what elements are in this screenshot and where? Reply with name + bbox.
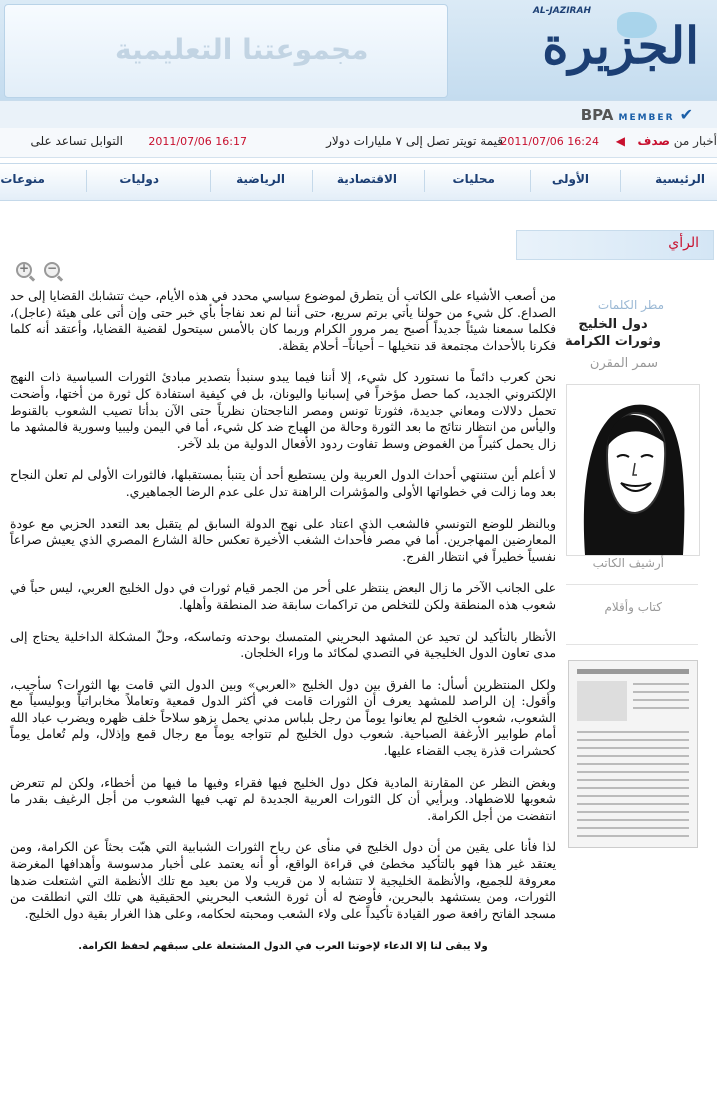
zoom-in-icon[interactable]: + — [16, 262, 32, 278]
ticker-item-text[interactable]: قيمة تويتر تصل إلى ٧ مليارات دولار — [326, 134, 503, 148]
column-name: مطر الكلمات — [597, 298, 664, 312]
section-header — [516, 230, 714, 260]
education-banner[interactable] — [4, 4, 448, 98]
arrow-left-icon: ◀ — [615, 134, 625, 148]
article-title: دول الخليج وثورات الكرامة — [564, 317, 661, 349]
bpa-member-text: MEMBER — [618, 113, 675, 123]
bpa-member-badge — [581, 105, 693, 124]
nav-item-international[interactable]: دوليات — [119, 172, 159, 186]
author-photo — [566, 384, 700, 556]
nav-divider — [86, 170, 87, 192]
ticker-item-date: 2011/07/06 16:17 — [148, 135, 247, 148]
nav-item-home[interactable]: الرئيسية — [655, 172, 705, 186]
nav-item-economy[interactable]: الاقتصادية — [336, 172, 397, 186]
ticker-item-date: 2011/07/06 16:24 — [500, 135, 599, 148]
section-title: الرأي — [668, 235, 699, 251]
author-sidebar — [566, 294, 698, 849]
newspaper-page-thumbnail[interactable] — [568, 660, 698, 848]
article-paragraph: لذا فأنا على يقين من أن دول الخليج في منأى عن رياح الثورات الشبابية التي هبّت بحثاً عن الكرامة، ومن يعتقد غير هذا فهو بالتأكيد مخطئ في قراءة الواقع، أو أنه يعتمد على أخبار مدسوسة وأهدافها المغرضة معروفة للجميع، والأنظمة الخليجية لا تتشابه لا من قريب ولا من بعيد مع تلك الأنظمة التي اشتعلت ضدها الثورات، ومن يستشهد بالبحرين، فأوضح له أن ثورة الشعب البحريني الحقيقية هي تلك التي انطلقت من مسجد الفاتح رافعة صور القيادة تأكيداً على ولاء الشعب ومحبته لحكامه، وعلى هذا الغرار بقية دول الخليج. — [10, 840, 556, 921]
check-icon: ✔ — [679, 105, 693, 124]
nav-item-local[interactable]: محليات — [452, 172, 495, 186]
ticker-source-prefix: أخبار من — [673, 134, 717, 148]
site-header — [0, 0, 717, 100]
nav-divider — [210, 170, 211, 192]
ticker-item-text[interactable]: التوابل تساعد على — [30, 134, 123, 148]
writers-link[interactable]: كتاب وأقلام — [604, 600, 662, 614]
closing-note: ولا يبقى لنا إلا الدعاء لإخوتنا العرب في الدول المشتعلة على سبقهم لحفظ الكرامة. — [78, 941, 488, 952]
author-archive-link[interactable]: أرشيف الكاتب — [592, 556, 664, 570]
author-portrait-icon — [567, 385, 699, 555]
bpa-bar — [0, 100, 717, 129]
logo-english: AL-JAZIRAH — [532, 6, 591, 16]
article-paragraph: الأنظار بالتأكيد لن تحيد عن المشهد البحريني المتمسك بوحدته وتماسكه، وحلّ المشكلة الداخلية يحتاج إلى مدى تعاون الدول الخليجية في التصدي لمكائد ما وراء الخلجان. — [10, 629, 556, 661]
nav-item-sports[interactable]: الرياضية — [236, 172, 285, 186]
nav-divider — [424, 170, 425, 192]
ticker-source[interactable] — [638, 134, 717, 148]
zoom-out-icon[interactable]: − — [44, 262, 60, 278]
article-paragraph: وبالنظر للوضع التونسي فالشعب الذي اعتاد على نهج الدولة السابق لم يتقبل بعد التعدد الحزبي مع عودة المعارضين المهاجرين. أما في مصر فأحداث الشغب الأخيرة تعكس حالة الشارع المصري الذي يعيش صراعاً نفسياً خطيراً في انتظار الفرج. — [10, 516, 556, 564]
site-logo[interactable]: الجزيرة — [542, 16, 699, 75]
article-paragraph: على الجانب الآخر ما زال البعض ينتظر على أحر من الجمر قيام ثورات في دول الخليج العربي، ليس حباً في شعوب هذه المنطقة ولكن للتخلص من تراكمات سابقة ضد المنطقة وأهلها. — [10, 581, 556, 612]
article-paragraph: من أصعب الأشياء على الكاتب أن يتطرق لموضوع سياسي محدد في هذه الأيام، حيث تتشابك القضايا إلى حد الصداع. كل شيء من حولنا يأتي برتم سريع، حتى أننا لم نعد نفاجأ بأي خبر حتى وإن أتى على هيئة (عاجل)، فكلما سمعنا شيئاً جديداً أصبح يمر مرور الكرام وربما كان بالأمس سيتحول لقضية القضايا، وأعتقد أنه كلما فكرنا بالأحداث مجتمعة قد نتخيلها – أحياناً– أحلام يقظة. — [10, 289, 556, 353]
banner-text: مجموعتنا التعليمية — [115, 33, 369, 66]
author-name[interactable]: سمر المقرن — [589, 356, 658, 371]
article-paragraph: وبغض النظر عن المقارنة المادية فكل دول الخليج فيها فقراء وفيها ما فيها من أخطاء، ولكن لم تتعرض شعوبها للاضطهاد. وبرأيي أن كل الثورات العربية الجديدة لم تهب فيها الشعوب من أجل الرغيف بقدر ما انتفضت من أجل الكرامة. — [10, 775, 556, 823]
bpa-logo: BPA — [580, 106, 614, 124]
divider — [566, 584, 698, 585]
ticker-source-brand: صدف — [637, 134, 670, 148]
nav-divider — [620, 170, 621, 192]
nav-divider — [530, 170, 531, 192]
article-body — [10, 288, 556, 937]
news-ticker — [0, 128, 717, 158]
article-paragraph: ولكل المنتظرين أسأل: ما الفرق بين دول الخليج «العربي» وبين الدول التي قامت بها الثورات؟ سأجيب، وأقول: إن الراصد للمشهد يعرف أن الثورات قامت في أكثر الدول قمعية وتعاملاً مخابراتياً وبوليسياً مع الشعوب، شعوب الخليج لم يعانوا يوماً من رجل بلباس مدني يحمل بزهو سلاحاً خلف ظهره ويضرب عباد الله أمام طوابير الأرغفة الصباحية. شعوب دول الخليج لم تتواجه يوماً مع رجال قمع وإذلال، ولم تُعامل يوماً كحشرات قذرة يجب القضاء عليها. — [10, 677, 556, 759]
article-paragraph: نحن كعرب دائماً ما نستورد كل شيء، إلا أننا فيما يبدو سنبدأ بتصدير مبادئ الثورات السياسية ذات النهج الإلكتروني الجديد، كما حصل مؤخراً في إسبانيا واليونان، بل في كيفية استفادة كل ثورة من أختها، وأضحت تحمل دلالات ومعاني جديدة، فثورتا تونس ومصر الناجحتان نظرياً حتى الآن بدأتا تصيب الشعوب بالقنوط واليأس من انتظار نتائج ما بعد الثورة وحالة من الهياج ضد كل شيء، أما في اليمن وليبيا وسورية فالمشهد ما زال يحمل كثيراً من الغموض وسط تفاوت ردود الأفعال الدولية من بلد لآخر. — [10, 370, 556, 451]
nav-divider — [312, 170, 313, 192]
nav-item-front[interactable]: الأولى — [551, 172, 589, 186]
main-nav — [0, 163, 717, 201]
divider — [566, 644, 698, 645]
nav-item-misc[interactable]: منوعات — [0, 172, 45, 186]
article-paragraph: لا أعلم أين ستنتهي أحداث الدول العربية ولن يستطيع أحد أن يتنبأ بمستقبلها، فالثورات الأولى لم تعلن النجاح بعد وما زالت في خطواتها الأولى والمؤشرات الراهنة تدل على عدم الرضا الجماهيري. — [10, 468, 556, 499]
